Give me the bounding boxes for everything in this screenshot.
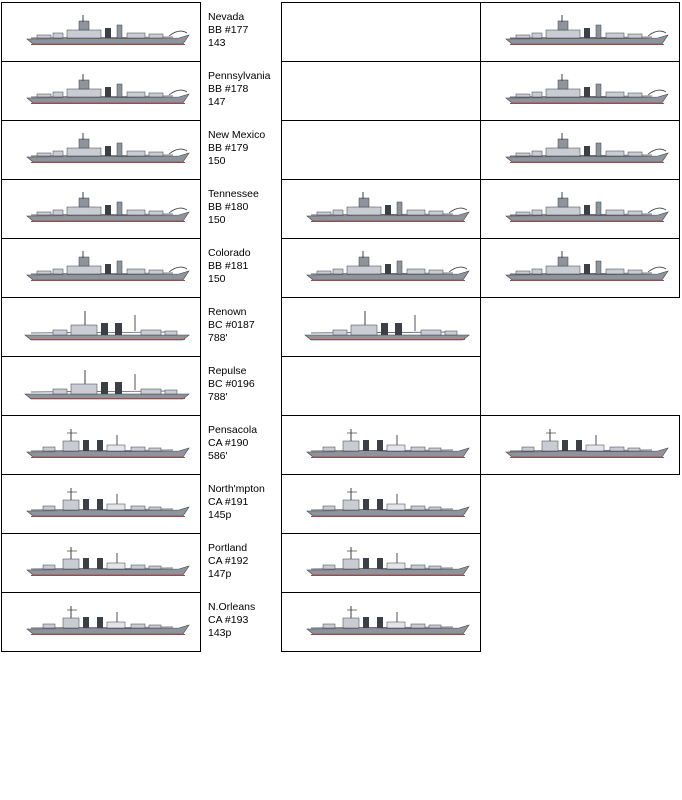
hull-number: BC #0196 — [208, 378, 255, 390]
ship-label — [208, 306, 255, 345]
ship-drawing-main — [23, 486, 193, 525]
hull-number: BB #179 — [208, 142, 249, 154]
ship-drawing-c2 — [502, 73, 672, 112]
ship-drawing-c1 — [303, 604, 473, 643]
ship-note: 586' — [208, 450, 228, 462]
hull-number: BB #177 — [208, 24, 249, 36]
ship-profile-icon — [303, 604, 473, 638]
ship-profile-icon — [502, 250, 672, 284]
ship-profile-icon — [23, 427, 193, 461]
ship-profile-icon — [23, 309, 193, 343]
ship-profile-icon — [23, 14, 193, 48]
ship-note: 150 — [208, 214, 226, 226]
ship-name: Tennessee — [208, 188, 259, 200]
ship-label — [208, 70, 270, 109]
ship-drawing-main — [23, 309, 193, 348]
ship-profile-icon — [303, 545, 473, 579]
ship-drawing-main — [23, 427, 193, 466]
ship-drawing-c2 — [502, 191, 672, 230]
ship-drawing-main — [23, 191, 193, 230]
ship-profile-icon — [23, 250, 193, 284]
ship-profile-icon — [23, 191, 193, 225]
ship-name: Pensacola — [208, 424, 258, 436]
ship-drawing-c1 — [303, 191, 473, 230]
ship-profile-icon — [23, 604, 193, 638]
ship-profile-icon — [303, 191, 473, 225]
hull-number: BB #178 — [208, 83, 249, 95]
ship-panel-c1 — [281, 2, 481, 62]
hull-number: BB #180 — [208, 201, 249, 213]
ship-profile-icon — [23, 486, 193, 520]
ship-drawing-c2 — [502, 250, 672, 289]
ship-name: Pennsylvania — [208, 70, 271, 82]
ship-profile-icon — [23, 545, 193, 579]
ship-drawing-main — [23, 604, 193, 643]
ship-drawing-c1 — [303, 427, 473, 466]
ship-note: 150 — [208, 273, 226, 285]
ship-label — [208, 542, 248, 581]
ship-profile-icon — [303, 309, 473, 343]
ship-profile-icon — [502, 132, 672, 166]
hull-number: BC #0187 — [208, 319, 255, 331]
ship-label — [208, 188, 259, 227]
ship-name: Nevada — [208, 11, 245, 23]
hull-number: CA #191 — [208, 496, 249, 508]
ship-drawing-c1 — [303, 250, 473, 289]
hull-number: CA #192 — [208, 555, 249, 567]
ship-label — [208, 11, 248, 50]
ship-profile-icon — [502, 73, 672, 107]
ship-label — [208, 483, 265, 522]
ship-name: New Mexico — [208, 129, 266, 141]
ship-drawing-main — [23, 545, 193, 584]
ship-note: 788' — [208, 391, 228, 403]
ship-name: Colorado — [208, 247, 251, 259]
ship-panel-c1 — [281, 120, 481, 180]
ship-drawing-main — [23, 14, 193, 53]
ship-name: Repulse — [208, 365, 247, 377]
ship-note: 788' — [208, 332, 228, 344]
ship-profile-icon — [502, 427, 672, 461]
ship-name: Renown — [208, 306, 247, 318]
ship-profile-icon — [502, 191, 672, 225]
ship-name: Portland — [208, 542, 248, 554]
ship-drawing-c1 — [303, 486, 473, 525]
hull-number: CA #193 — [208, 614, 249, 626]
hull-number: BB #181 — [208, 260, 249, 272]
ship-profile-icon — [303, 427, 473, 461]
ship-label — [208, 247, 251, 286]
ship-note: 143p — [208, 627, 232, 639]
ship-drawing-c1 — [303, 545, 473, 584]
ship-note: 147p — [208, 568, 232, 580]
ship-profile-icon — [23, 132, 193, 166]
ship-label — [208, 129, 265, 168]
ship-profile-icon — [303, 250, 473, 284]
ship-drawing-main — [23, 132, 193, 171]
ship-profile-icon — [23, 73, 193, 107]
ship-name: N.Orleans — [208, 601, 256, 613]
ship-note: 145p — [208, 509, 232, 521]
ship-note: 147 — [208, 96, 226, 108]
ship-name: North'mpton — [208, 483, 265, 495]
ship-drawing-c2 — [502, 132, 672, 171]
ship-drawing-c2 — [502, 427, 672, 466]
ship-label — [208, 601, 255, 640]
ship-drawing-main — [23, 73, 193, 112]
ship-drawing-main — [23, 368, 193, 407]
ship-profile-icon — [23, 368, 193, 402]
ship-panel-c1 — [281, 61, 481, 121]
ship-label — [208, 365, 255, 404]
hull-number: CA #190 — [208, 437, 249, 449]
ship-label — [208, 424, 257, 463]
ship-note: 150 — [208, 155, 226, 167]
ship-profile-icon — [303, 486, 473, 520]
ship-drawing-main — [23, 250, 193, 289]
ship-panel-c1 — [281, 356, 481, 416]
ship-drawing-c1 — [303, 309, 473, 348]
ship-profile-icon — [502, 14, 672, 48]
ship-drawing-c2 — [502, 14, 672, 53]
ship-note: 143 — [208, 37, 226, 49]
